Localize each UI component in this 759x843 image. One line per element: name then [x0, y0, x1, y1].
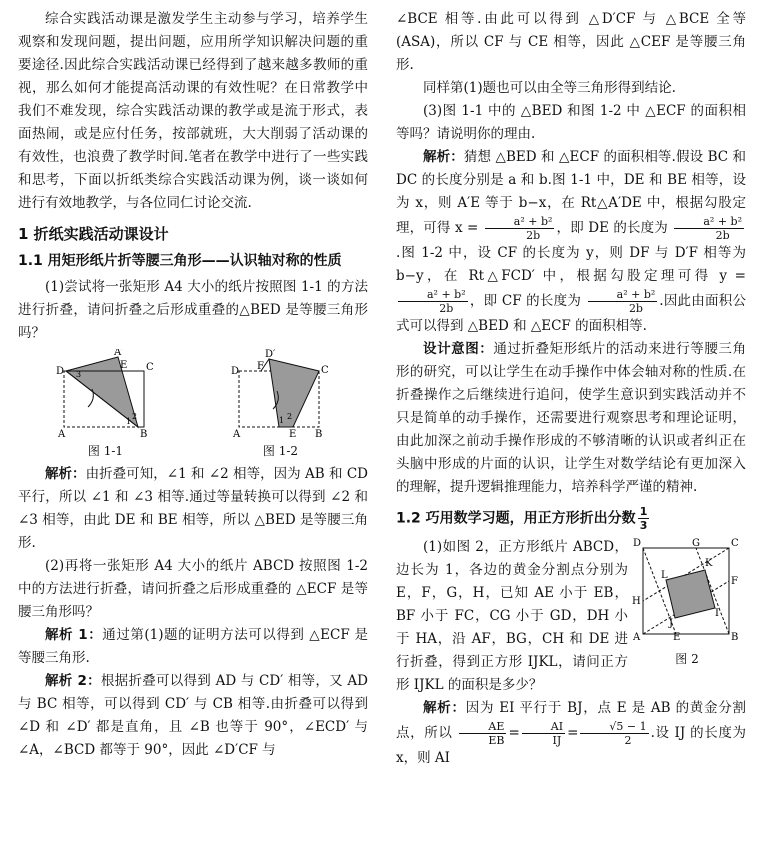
fig2-label-A: A [232, 429, 240, 439]
fraction-golden [580, 720, 648, 747]
fig2-label-B: B [314, 429, 322, 439]
question-2: (2)再将一张矩形 A4 大小的纸片 ABCD 按照图 1-2 中的方法进行折叠，请问折叠之后形成重叠的 △ECF 是等腰三角形吗？ [18, 558, 368, 620]
fraction-cf-num: a² + b² [588, 288, 658, 302]
answer-3-part3: .图 1-2 中，设 CF 的长度为 y，则 DF 与 D′F 相等为 b−y，在 Rt△FCD′ 中，根据勾股定理可得 y = [396, 245, 746, 284]
fig3-label-I: I [715, 608, 719, 619]
figure-1-1-caption: 图 1-1 [87, 444, 124, 458]
answer-3-part2: ，即 DE 的长度为 [556, 220, 668, 236]
answer-3-part4: ，即 CF 的长度为 [469, 293, 582, 309]
section-1-2-fraction-num: 1 [639, 505, 648, 518]
answer-4 [396, 697, 746, 770]
question-1: (1)尝试将一张矩形 A4 大小的纸片按照图 1-1 的方法进行折叠，请问折叠之后形成重叠的△BED 是等腰三角形吗？ [18, 279, 368, 341]
fraction-ai-ij [522, 720, 565, 747]
fraction-de-num: a² + b² [674, 215, 744, 229]
fraction-y-num: a² + b² [398, 288, 468, 302]
figure-1-1-svg [56, 349, 156, 439]
design-intent-text: 通过折叠矩形纸片的活动来进行等腰三角形的研究，可以让学生在动手操作中体会轴对称的性质.在折叠操作之后继续进行追问，使学生意识到实践活动并不只是简单的动手操作，还需要进行观察思考和理论证明，由此加深之前动手操作形成的不够清晰的认识或者纠正在头脑中形成的片面的认识，让学生对数学结论有更加深入的理解，提升逻辑推理能力，培养科学严谨的精神. [396, 341, 747, 495]
answer-1-label: 解析： [45, 466, 86, 482]
fig2-label-C: C [320, 365, 329, 376]
section-1-heading: 1 折纸实践活动课设计 [18, 225, 169, 243]
fraction-de [674, 215, 744, 242]
fig2-label-F: F [256, 361, 264, 372]
answer-2b-text: 根据折叠可以得到 AD 与 CD′ 相等，又 AD 与 BC 相等，可以得到 CD′ 与 CB 相等.由折叠可以得到 ∠D 和 ∠D′ 都是直角，且 ∠B 也等于 90°，∠ECD′ 与 ∠A，∠BCD 都等于 90°，因此 ∠D′CF 与 [18, 673, 368, 758]
answer-2b-label: 解析 2： [45, 673, 101, 689]
fig1-label-A1: A′ [113, 349, 123, 358]
continuation-paragraph: ∠BCE 相等.由此可以得到 △D′CF 与 △BCE 全等(ASA)，所以 CF 与 CE 相等，因此 △CEF 是等腰三角形. [396, 11, 746, 73]
equals-1: = [508, 725, 520, 741]
answer-3-part1: 猜想 △BED 和 △ECF 的面积相等.假设 BC 和 DC 的长度分别是 a 和 b.图 1-1 中，DE 和 BE 相等，设为 x，则 A′E 等于 b−x，在 Rt△A′DE 中，根据勾股定理，可得 x = [396, 149, 746, 236]
section-1-2-fraction-den: 3 [639, 519, 648, 532]
fig3-label-C: C [731, 538, 739, 549]
fig2-label-D: D [230, 366, 239, 377]
fraction-x [485, 215, 555, 242]
figure-2-caption: 图 2 [675, 652, 699, 666]
fraction-cf [588, 288, 658, 315]
design-intent [396, 338, 746, 499]
same-paragraph: 同样第(1)题也可以由全等三角形得到结论. [423, 80, 676, 96]
question-4-block [396, 536, 746, 697]
answer-4-part2: .设 IJ 的长度为 x，则 AI [396, 725, 746, 766]
fraction-de-den: 2b [715, 229, 730, 242]
fig2-label-D1: D′ [264, 349, 275, 360]
fig3-label-L: L [661, 570, 668, 581]
fig1-label-1: 1 [125, 417, 131, 426]
figure-2 [628, 536, 746, 697]
fig1-label-A: A [57, 429, 65, 439]
question-4: (1)如图 2，正方形纸片 ABCD，边长为 1，各边的黄金分割点分别为 E，F，G，H，已知 AE 小于 EB，BF 小于 FC，CG 小于 GD，DH 小于 HA，沿 AF，BG，CH 和 DE 进行折叠，得到正方形 IJKL，请问正方形 IJKL 的面积是多少？ [396, 539, 628, 693]
design-intent-label: 设计意图： [423, 341, 494, 357]
fraction-cf-den: 2b [628, 302, 643, 315]
fraction-golden-den: 2 [624, 734, 632, 747]
fraction-ij: IJ [552, 734, 562, 747]
figure-1-2-svg [231, 349, 331, 439]
answer-3 [396, 146, 746, 338]
section-1-2-heading [396, 505, 746, 532]
fig1-label-B: B [139, 429, 147, 439]
fig3-label-D: D [633, 538, 642, 549]
fraction-x-den: 2b [526, 229, 541, 242]
answer-2b [18, 670, 368, 762]
section-1-1-heading: 1.1 用矩形纸片折等腰三角形——认识轴对称的性质 [18, 253, 342, 269]
answer-4-label: 解析： [423, 700, 466, 716]
fraction-eb: EB [488, 734, 505, 747]
figure-1-2 [231, 349, 331, 459]
fig3-label-K: K [705, 558, 713, 569]
section-1-2-fraction [638, 505, 650, 532]
answer-2a-text: 通过第(1)题的证明方法可以得到 △ECF 是等腰三角形. [18, 627, 369, 666]
fig2-label-2: 2 [286, 412, 292, 421]
fig1-label-C: C [145, 362, 154, 373]
fraction-ae: AE [459, 720, 506, 734]
fig1-label-3: 3 [75, 370, 81, 379]
figure-row [18, 349, 368, 459]
answer-3-part5: .因此由面积公式可以得到 △BED 和 △ECF 的面积相等. [396, 293, 747, 334]
fig1-arrow [88, 389, 93, 407]
answer-4-part1: 因为 EI 平行于 BJ，点 E 是 AB 的黄金分割点，所以 [396, 700, 747, 741]
fig3-label-F: F [731, 576, 738, 587]
answer-3-label: 解析： [423, 149, 464, 165]
answer-1-text: 由折叠可知，∠1 和 ∠2 相等，因为 AB 和 CD 平行，所以 ∠1 和 ∠3 相等.通过等量转换可以得到 ∠2 和 ∠3 相等，由此 DE 和 BE 相等，所以 △BED 是等腰三角形. [18, 466, 369, 551]
answer-2a [18, 624, 368, 670]
fraction-y [398, 288, 468, 315]
fig3-label-A: A [633, 632, 641, 640]
figure-2-svg [631, 536, 743, 640]
fig2-label-E: E [288, 429, 296, 439]
fig1-label-E: E [119, 360, 127, 371]
figure-1-2-caption: 图 1-2 [262, 444, 299, 458]
left-column [18, 8, 368, 762]
intro-paragraph: 综合实践活动课是激发学生主动参与学习，培养学生观察和发现问题，提出问题，应用所学知识解决问题的重要途径.因此综合实践活动课已经得到了越来越多教师的重视，那么如何才能提高活动课的有效性呢？在日常教学中我们不难发现，综合实践活动课的教学或是流于形式，表面热闹，或是应付任务，按部就班，大大削弱了活动课的有效性，也浪费了教学时间.笔者在教学中进行了一些实践和思考，下面以折纸类综合实践活动课为例，谈一谈如何进行有效地教学，与各位同仁讨论交流. [18, 11, 368, 211]
fig3-label-J: J [669, 618, 674, 629]
fig2-fold-shaded [269, 359, 319, 427]
fig3-label-G: G [692, 538, 700, 549]
fraction-ai: AI [522, 720, 565, 734]
fig1-label-D: D [55, 366, 64, 377]
answer-1 [18, 463, 368, 555]
fig3-label-E: E [673, 632, 681, 640]
fig2-label-1: 1 [278, 416, 284, 425]
fraction-ae-eb [459, 720, 506, 747]
fraction-golden-num: √5 − 1 [580, 720, 648, 734]
fig3-label-H: H [632, 596, 641, 607]
question-3: (3)图 1-1 中的 △BED 和图 1-2 中 △ECF 的面积相等吗？请说明你的理由. [396, 103, 746, 142]
equals-2: = [567, 725, 579, 741]
right-column [396, 8, 746, 770]
fraction-y-den: 2b [439, 302, 454, 315]
figure-1-1 [56, 349, 156, 459]
answer-2a-label: 解析 1： [45, 627, 103, 643]
fraction-x-num: a² + b² [485, 215, 555, 229]
fig1-label-2: 2 [131, 412, 137, 421]
section-1-2-title: 1.2 巧用数学习题，用正方形折出分数 [396, 510, 636, 527]
fig3-label-B: B [731, 632, 739, 640]
